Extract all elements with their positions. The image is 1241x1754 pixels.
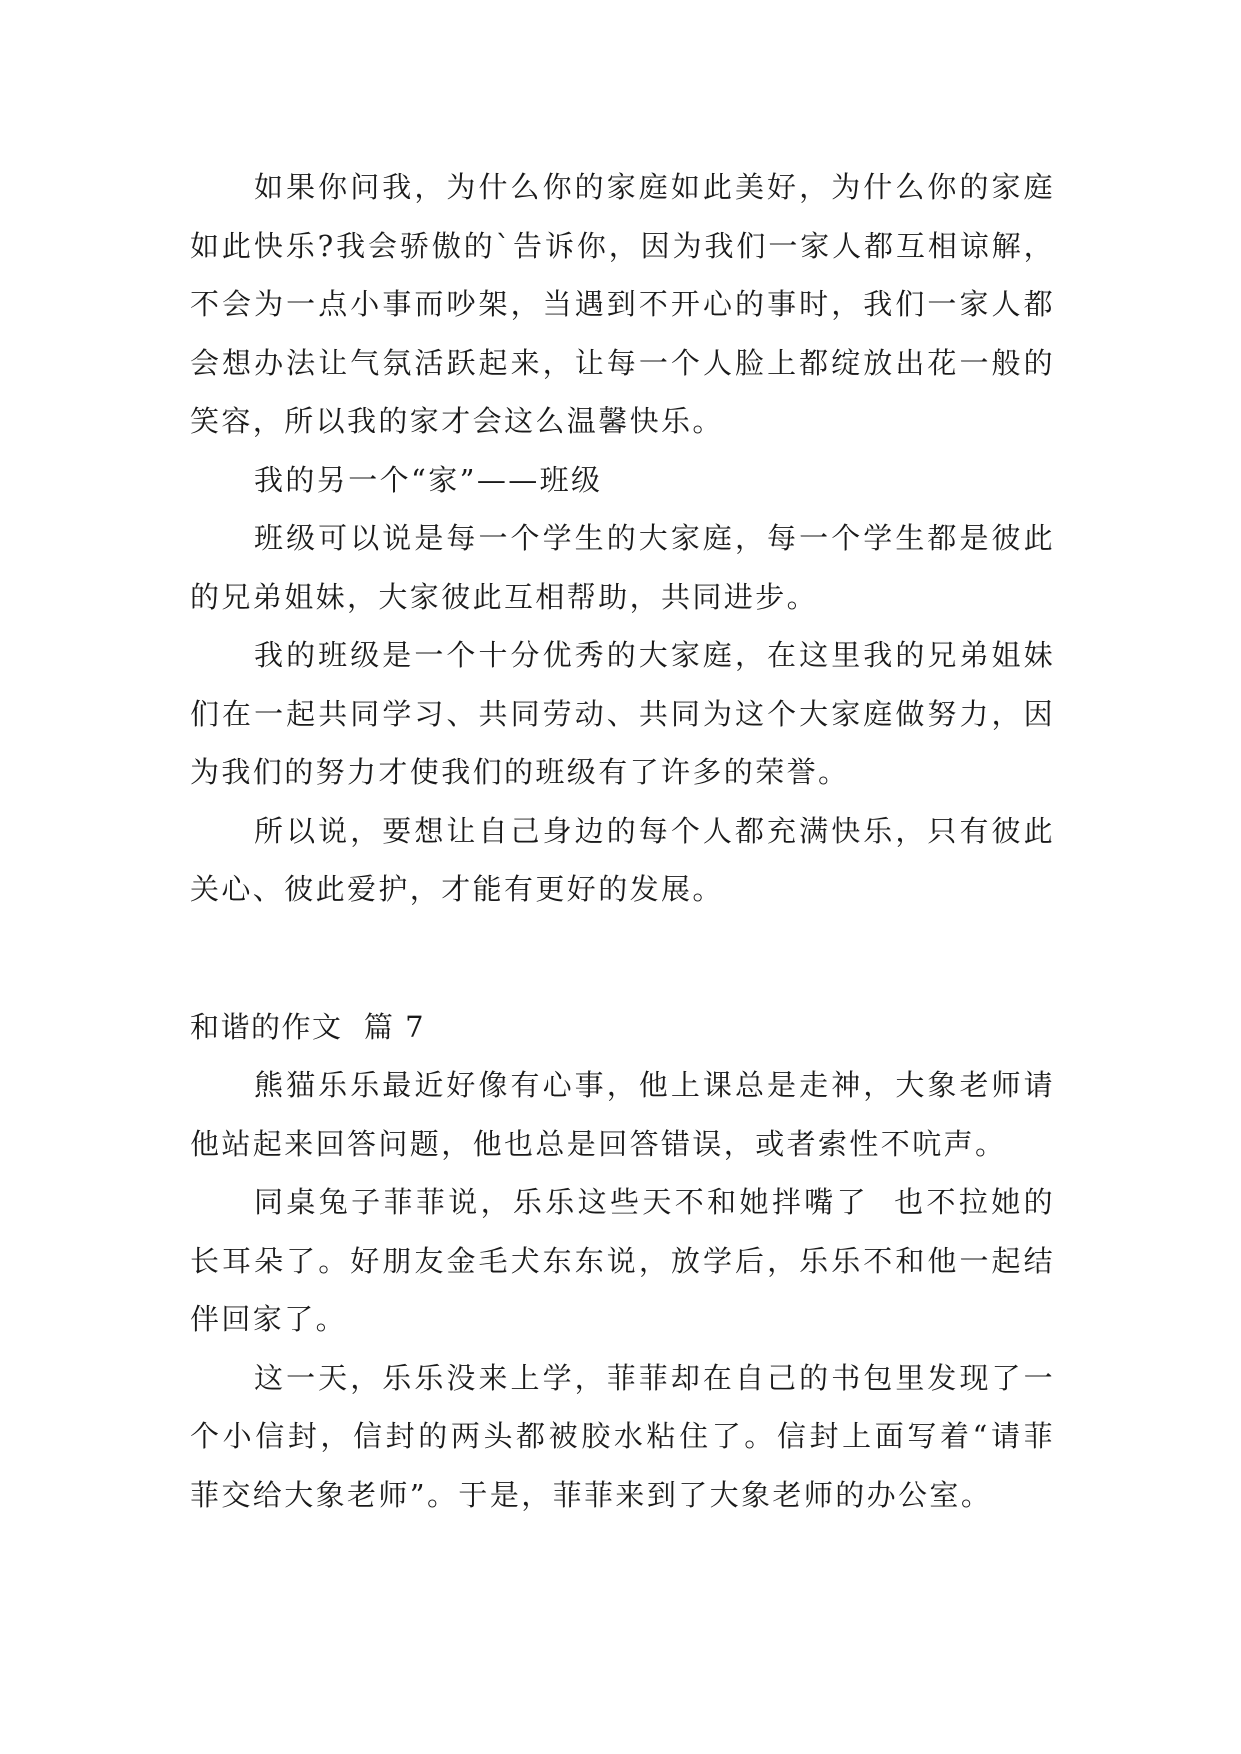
paragraph-envelope: 这一天，乐乐没来上学，菲菲却在自己的书包里发现了一个小信封，信封的两头都被胶水粘住了。信封上面写着“请菲菲交给大象老师”。于是，菲菲来到了大象老师的办公室。: [190, 1360, 1055, 1512]
section-title: 和谐的作文 篇 7: [190, 1009, 426, 1044]
paragraph-family-happiness: 如果你问我，为什么你的家庭如此美好，为什么你的家庭如此快乐?我会骄傲的`告诉你，因为我们一家人都互相谅解，不会为一点小事而吵架，当遇到不开心的事时，我们一家人都会想办法让气氛活跃起来，让每一个人脸上都绽放出花一般的笑容，所以我的家才会这么温馨快乐。: [190, 170, 1055, 438]
section-spacer: [190, 919, 1055, 998]
paragraph-deskmate-feifei: 同桌兔子菲菲说，乐乐这些天不和她拌嘴了 也不拉她的长耳朵了。好朋友金毛犬东东说，放学后，乐乐不和他一起结伴回家了。: [190, 1185, 1055, 1336]
paragraph-conclusion: 所以说，要想让自己身边的每个人都充满快乐，只有彼此关心、彼此爱护，才能有更好的发展。: [190, 813, 1055, 906]
document-body: [190, 158, 1055, 1524]
paragraph-excellent-class: 我的班级是一个十分优秀的大家庭，在这里我的兄弟姐妹们在一起共同学习、共同劳动、共同为这个大家庭做努力，因为我们的努力才使我们的班级有了许多的荣誉。: [190, 638, 1055, 789]
subheading-class-home: 我的另一个“家”——班级: [254, 462, 603, 497]
paragraph-panda-lele: 熊猫乐乐最近好像有心事，他上课总是走神，大象老师请他站起来回答问题，他也总是回答错误，或者索性不吭声。: [190, 1068, 1055, 1161]
paragraph-class-family: 班级可以说是每一个学生的大家庭，每一个学生都是彼此的兄弟姐妹，大家彼此互相帮助，共同进步。: [190, 521, 1055, 614]
